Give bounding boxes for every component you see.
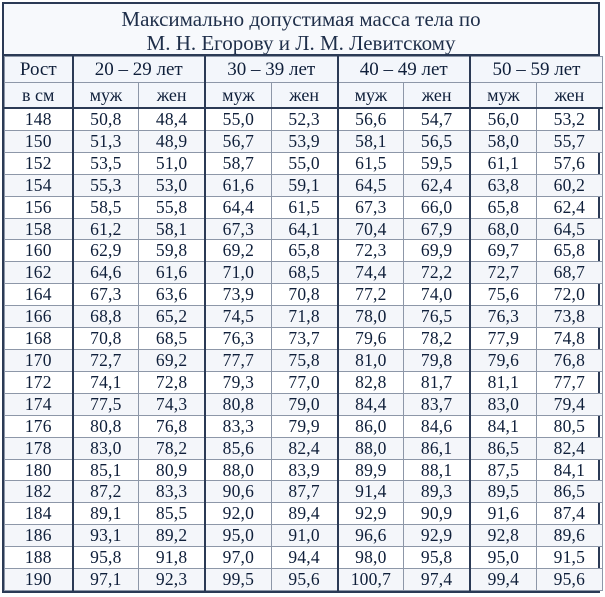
- table-row: [5, 152, 603, 174]
- title-line-1: Максимально допустимая масса тела по: [121, 7, 481, 31]
- female-weight-cell: 59,1: [271, 174, 337, 196]
- male-weight-cell: 72,3: [338, 240, 404, 262]
- female-weight-cell: 53,9: [271, 130, 337, 152]
- female-weight-cell: 78,2: [139, 437, 205, 459]
- male-weight-cell: 53,5: [73, 152, 139, 174]
- male-weight-cell: 82,8: [338, 371, 404, 393]
- male-weight-cell: 99,4: [470, 569, 536, 591]
- male-weight-cell: 58,0: [470, 130, 536, 152]
- table-row: [5, 481, 603, 503]
- female-weight-cell: 74,0: [404, 284, 470, 306]
- female-weight-cell: 55,7: [536, 130, 602, 152]
- male-weight-cell: 92,0: [205, 503, 271, 525]
- table-row: [5, 130, 603, 152]
- female-weight-cell: 72,0: [536, 284, 602, 306]
- male-weight-cell: 79,6: [470, 349, 536, 371]
- female-weight-cell: 65,8: [536, 240, 602, 262]
- female-weight-cell: 97,4: [404, 569, 470, 591]
- male-weight-cell: 95,8: [73, 547, 139, 569]
- height-cell: 150: [5, 130, 73, 152]
- table-row: [5, 218, 603, 240]
- female-weight-cell: 77,0: [271, 371, 337, 393]
- male-weight-cell: 80,8: [73, 415, 139, 437]
- height-cell: 174: [5, 393, 73, 415]
- female-weight-cell: 63,6: [139, 284, 205, 306]
- female-weight-cell: 81,7: [404, 371, 470, 393]
- female-weight-cell: 95,6: [536, 569, 602, 591]
- male-weight-cell: 86,5: [470, 437, 536, 459]
- height-cell: 178: [5, 437, 73, 459]
- female-weight-cell: 91,8: [139, 547, 205, 569]
- table-row: [5, 547, 603, 569]
- male-weight-cell: 99,5: [205, 569, 271, 591]
- male-weight-cell: 83,0: [470, 393, 536, 415]
- male-header: муж: [338, 83, 404, 109]
- female-weight-cell: 92,9: [404, 525, 470, 547]
- female-weight-cell: 68,5: [271, 262, 337, 284]
- male-weight-cell: 86,0: [338, 415, 404, 437]
- male-weight-cell: 97,0: [205, 547, 271, 569]
- female-weight-cell: 48,9: [139, 130, 205, 152]
- male-weight-cell: 61,2: [73, 218, 139, 240]
- male-weight-cell: 91,6: [470, 503, 536, 525]
- age-group-header-50-59: 50 – 59 лет: [470, 57, 603, 83]
- height-cell: 154: [5, 174, 73, 196]
- height-cell: 152: [5, 152, 73, 174]
- table-row: [5, 459, 603, 481]
- female-header: жен: [404, 83, 470, 109]
- female-weight-cell: 80,5: [536, 415, 602, 437]
- female-weight-cell: 59,8: [139, 240, 205, 262]
- age-group-header-40-49: 40 – 49 лет: [338, 57, 471, 83]
- male-weight-cell: 56,7: [205, 130, 271, 152]
- female-weight-cell: 79,0: [271, 393, 337, 415]
- height-cell: 166: [5, 306, 73, 328]
- height-cell: 158: [5, 218, 73, 240]
- female-weight-cell: 89,3: [404, 481, 470, 503]
- table-row: [5, 196, 603, 218]
- female-weight-cell: 66,0: [404, 196, 470, 218]
- height-cell: 168: [5, 328, 73, 350]
- male-weight-cell: 70,8: [73, 328, 139, 350]
- male-weight-cell: 78,0: [338, 306, 404, 328]
- age-group-header-30-39: 30 – 39 лет: [205, 57, 338, 83]
- height-cell: 170: [5, 349, 73, 371]
- female-weight-cell: 89,2: [139, 525, 205, 547]
- male-header: муж: [73, 83, 139, 109]
- male-weight-cell: 58,1: [338, 130, 404, 152]
- male-weight-cell: 72,7: [73, 349, 139, 371]
- male-weight-cell: 61,5: [338, 152, 404, 174]
- height-cell: 156: [5, 196, 73, 218]
- male-weight-cell: 87,2: [73, 481, 139, 503]
- male-weight-cell: 64,6: [73, 262, 139, 284]
- male-weight-cell: 83,0: [73, 437, 139, 459]
- male-weight-cell: 56,0: [470, 108, 536, 130]
- weight-table: [4, 56, 603, 591]
- female-weight-cell: 73,8: [536, 306, 602, 328]
- female-weight-cell: 55,8: [139, 196, 205, 218]
- male-weight-cell: 50,8: [73, 108, 139, 130]
- table-row: [5, 174, 603, 196]
- male-weight-cell: 79,6: [338, 328, 404, 350]
- female-weight-cell: 68,7: [536, 262, 602, 284]
- male-weight-cell: 74,4: [338, 262, 404, 284]
- female-weight-cell: 85,5: [139, 503, 205, 525]
- male-weight-cell: 77,7: [205, 349, 271, 371]
- male-weight-cell: 89,1: [73, 503, 139, 525]
- male-weight-cell: 83,3: [205, 415, 271, 437]
- male-weight-cell: 58,5: [73, 196, 139, 218]
- female-weight-cell: 77,7: [536, 371, 602, 393]
- male-weight-cell: 55,3: [73, 174, 139, 196]
- female-weight-cell: 86,5: [536, 481, 602, 503]
- male-weight-cell: 88,0: [338, 437, 404, 459]
- female-weight-cell: 74,3: [139, 393, 205, 415]
- female-weight-cell: 76,5: [404, 306, 470, 328]
- height-cell: 190: [5, 569, 73, 591]
- female-weight-cell: 62,4: [404, 174, 470, 196]
- female-weight-cell: 82,4: [536, 437, 602, 459]
- female-weight-cell: 86,1: [404, 437, 470, 459]
- male-weight-cell: 77,5: [73, 393, 139, 415]
- male-weight-cell: 87,5: [470, 459, 536, 481]
- table-title: [4, 4, 598, 56]
- female-weight-cell: 61,5: [271, 196, 337, 218]
- table-row: [5, 328, 603, 350]
- male-weight-cell: 90,6: [205, 481, 271, 503]
- female-weight-cell: 87,4: [536, 503, 602, 525]
- table-row: [5, 415, 603, 437]
- male-weight-cell: 84,4: [338, 393, 404, 415]
- female-weight-cell: 92,3: [139, 569, 205, 591]
- male-weight-cell: 68,8: [73, 306, 139, 328]
- male-weight-cell: 64,5: [338, 174, 404, 196]
- female-weight-cell: 76,8: [139, 415, 205, 437]
- male-weight-cell: 65,8: [470, 196, 536, 218]
- height-cell: 186: [5, 525, 73, 547]
- male-weight-cell: 67,3: [73, 284, 139, 306]
- female-weight-cell: 71,8: [271, 306, 337, 328]
- female-weight-cell: 73,7: [271, 328, 337, 350]
- female-weight-cell: 54,7: [404, 108, 470, 130]
- height-cell: 176: [5, 415, 73, 437]
- male-header: муж: [470, 83, 536, 109]
- male-weight-cell: 71,0: [205, 262, 271, 284]
- female-weight-cell: 60,2: [536, 174, 602, 196]
- height-cell: 188: [5, 547, 73, 569]
- male-weight-cell: 56,6: [338, 108, 404, 130]
- height-unit-header: в см: [5, 83, 73, 109]
- height-cell: 162: [5, 262, 73, 284]
- male-weight-cell: 92,8: [470, 525, 536, 547]
- height-cell: 182: [5, 481, 73, 503]
- weight-table-sheet: [2, 2, 600, 593]
- female-weight-cell: 61,6: [139, 262, 205, 284]
- male-weight-cell: 64,4: [205, 196, 271, 218]
- male-weight-cell: 69,2: [205, 240, 271, 262]
- male-weight-cell: 61,6: [205, 174, 271, 196]
- female-header: жен: [536, 83, 602, 109]
- female-weight-cell: 79,8: [404, 349, 470, 371]
- male-weight-cell: 81,0: [338, 349, 404, 371]
- table-row: [5, 437, 603, 459]
- male-weight-cell: 67,3: [338, 196, 404, 218]
- female-weight-cell: 84,1: [536, 459, 602, 481]
- table-row: [5, 393, 603, 415]
- female-weight-cell: 70,8: [271, 284, 337, 306]
- table-row: [5, 349, 603, 371]
- male-weight-cell: 91,4: [338, 481, 404, 503]
- male-weight-cell: 74,5: [205, 306, 271, 328]
- male-weight-cell: 80,8: [205, 393, 271, 415]
- female-weight-cell: 56,5: [404, 130, 470, 152]
- male-weight-cell: 100,7: [338, 569, 404, 591]
- female-weight-cell: 79,4: [536, 393, 602, 415]
- female-weight-cell: 69,9: [404, 240, 470, 262]
- male-weight-cell: 81,1: [470, 371, 536, 393]
- male-weight-cell: 73,9: [205, 284, 271, 306]
- male-weight-cell: 97,1: [73, 569, 139, 591]
- female-weight-cell: 59,5: [404, 152, 470, 174]
- female-weight-cell: 94,4: [271, 547, 337, 569]
- female-weight-cell: 64,5: [536, 218, 602, 240]
- female-weight-cell: 82,4: [271, 437, 337, 459]
- female-weight-cell: 55,0: [271, 152, 337, 174]
- female-weight-cell: 95,8: [404, 547, 470, 569]
- male-weight-cell: 79,3: [205, 371, 271, 393]
- female-weight-cell: 91,5: [536, 547, 602, 569]
- male-weight-cell: 95,0: [205, 525, 271, 547]
- female-weight-cell: 53,0: [139, 174, 205, 196]
- male-weight-cell: 88,0: [205, 459, 271, 481]
- height-cell: 172: [5, 371, 73, 393]
- height-cell: 180: [5, 459, 73, 481]
- female-weight-cell: 90,9: [404, 503, 470, 525]
- female-weight-cell: 65,2: [139, 306, 205, 328]
- female-weight-cell: 64,1: [271, 218, 337, 240]
- title-line-2: М. Н. Егорову и Л. М. Левитскому: [146, 31, 456, 55]
- table-row: [5, 108, 603, 130]
- table-row: [5, 306, 603, 328]
- male-weight-cell: 89,9: [338, 459, 404, 481]
- table-row: [5, 503, 603, 525]
- female-weight-cell: 69,2: [139, 349, 205, 371]
- male-weight-cell: 68,0: [470, 218, 536, 240]
- male-weight-cell: 75,6: [470, 284, 536, 306]
- male-weight-cell: 74,1: [73, 371, 139, 393]
- male-weight-cell: 89,5: [470, 481, 536, 503]
- female-weight-cell: 48,4: [139, 108, 205, 130]
- male-header: муж: [205, 83, 271, 109]
- table-row: [5, 284, 603, 306]
- female-header: жен: [139, 83, 205, 109]
- female-weight-cell: 87,7: [271, 481, 337, 503]
- table-row: [5, 240, 603, 262]
- female-weight-cell: 53,2: [536, 108, 602, 130]
- table-row: [5, 371, 603, 393]
- age-group-header-20-29: 20 – 29 лет: [73, 57, 206, 83]
- female-weight-cell: 88,1: [404, 459, 470, 481]
- female-weight-cell: 62,4: [536, 196, 602, 218]
- male-weight-cell: 58,7: [205, 152, 271, 174]
- male-weight-cell: 92,9: [338, 503, 404, 525]
- female-weight-cell: 91,0: [271, 525, 337, 547]
- female-weight-cell: 67,9: [404, 218, 470, 240]
- male-weight-cell: 62,9: [73, 240, 139, 262]
- male-weight-cell: 63,8: [470, 174, 536, 196]
- male-weight-cell: 93,1: [73, 525, 139, 547]
- male-weight-cell: 55,0: [205, 108, 271, 130]
- female-weight-cell: 83,7: [404, 393, 470, 415]
- table-row: [5, 525, 603, 547]
- table-row: [5, 569, 603, 591]
- male-weight-cell: 51,3: [73, 130, 139, 152]
- male-weight-cell: 77,2: [338, 284, 404, 306]
- male-weight-cell: 98,0: [338, 547, 404, 569]
- female-weight-cell: 89,4: [271, 503, 337, 525]
- female-weight-cell: 79,9: [271, 415, 337, 437]
- height-cell: 148: [5, 108, 73, 130]
- table-row: [5, 262, 603, 284]
- table-body: [5, 108, 603, 590]
- male-weight-cell: 67,3: [205, 218, 271, 240]
- male-weight-cell: 69,7: [470, 240, 536, 262]
- female-weight-cell: 72,8: [139, 371, 205, 393]
- female-weight-cell: 68,5: [139, 328, 205, 350]
- height-header: Рост: [5, 57, 73, 83]
- female-weight-cell: 76,8: [536, 349, 602, 371]
- male-weight-cell: 76,3: [205, 328, 271, 350]
- female-weight-cell: 83,9: [271, 459, 337, 481]
- male-weight-cell: 72,7: [470, 262, 536, 284]
- female-weight-cell: 57,6: [536, 152, 602, 174]
- male-weight-cell: 61,1: [470, 152, 536, 174]
- female-weight-cell: 83,3: [139, 481, 205, 503]
- male-weight-cell: 85,6: [205, 437, 271, 459]
- female-weight-cell: 80,9: [139, 459, 205, 481]
- female-weight-cell: 65,8: [271, 240, 337, 262]
- female-weight-cell: 72,2: [404, 262, 470, 284]
- female-weight-cell: 52,3: [271, 108, 337, 130]
- height-cell: 160: [5, 240, 73, 262]
- male-weight-cell: 76,3: [470, 306, 536, 328]
- female-weight-cell: 75,8: [271, 349, 337, 371]
- male-weight-cell: 70,4: [338, 218, 404, 240]
- female-header: жен: [271, 83, 337, 109]
- female-weight-cell: 84,6: [404, 415, 470, 437]
- female-weight-cell: 78,2: [404, 328, 470, 350]
- female-weight-cell: 89,6: [536, 525, 602, 547]
- female-weight-cell: 58,1: [139, 218, 205, 240]
- female-weight-cell: 51,0: [139, 152, 205, 174]
- height-cell: 184: [5, 503, 73, 525]
- male-weight-cell: 95,0: [470, 547, 536, 569]
- female-weight-cell: 95,6: [271, 569, 337, 591]
- male-weight-cell: 77,9: [470, 328, 536, 350]
- male-weight-cell: 84,1: [470, 415, 536, 437]
- height-cell: 164: [5, 284, 73, 306]
- male-weight-cell: 85,1: [73, 459, 139, 481]
- female-weight-cell: 74,8: [536, 328, 602, 350]
- male-weight-cell: 96,6: [338, 525, 404, 547]
